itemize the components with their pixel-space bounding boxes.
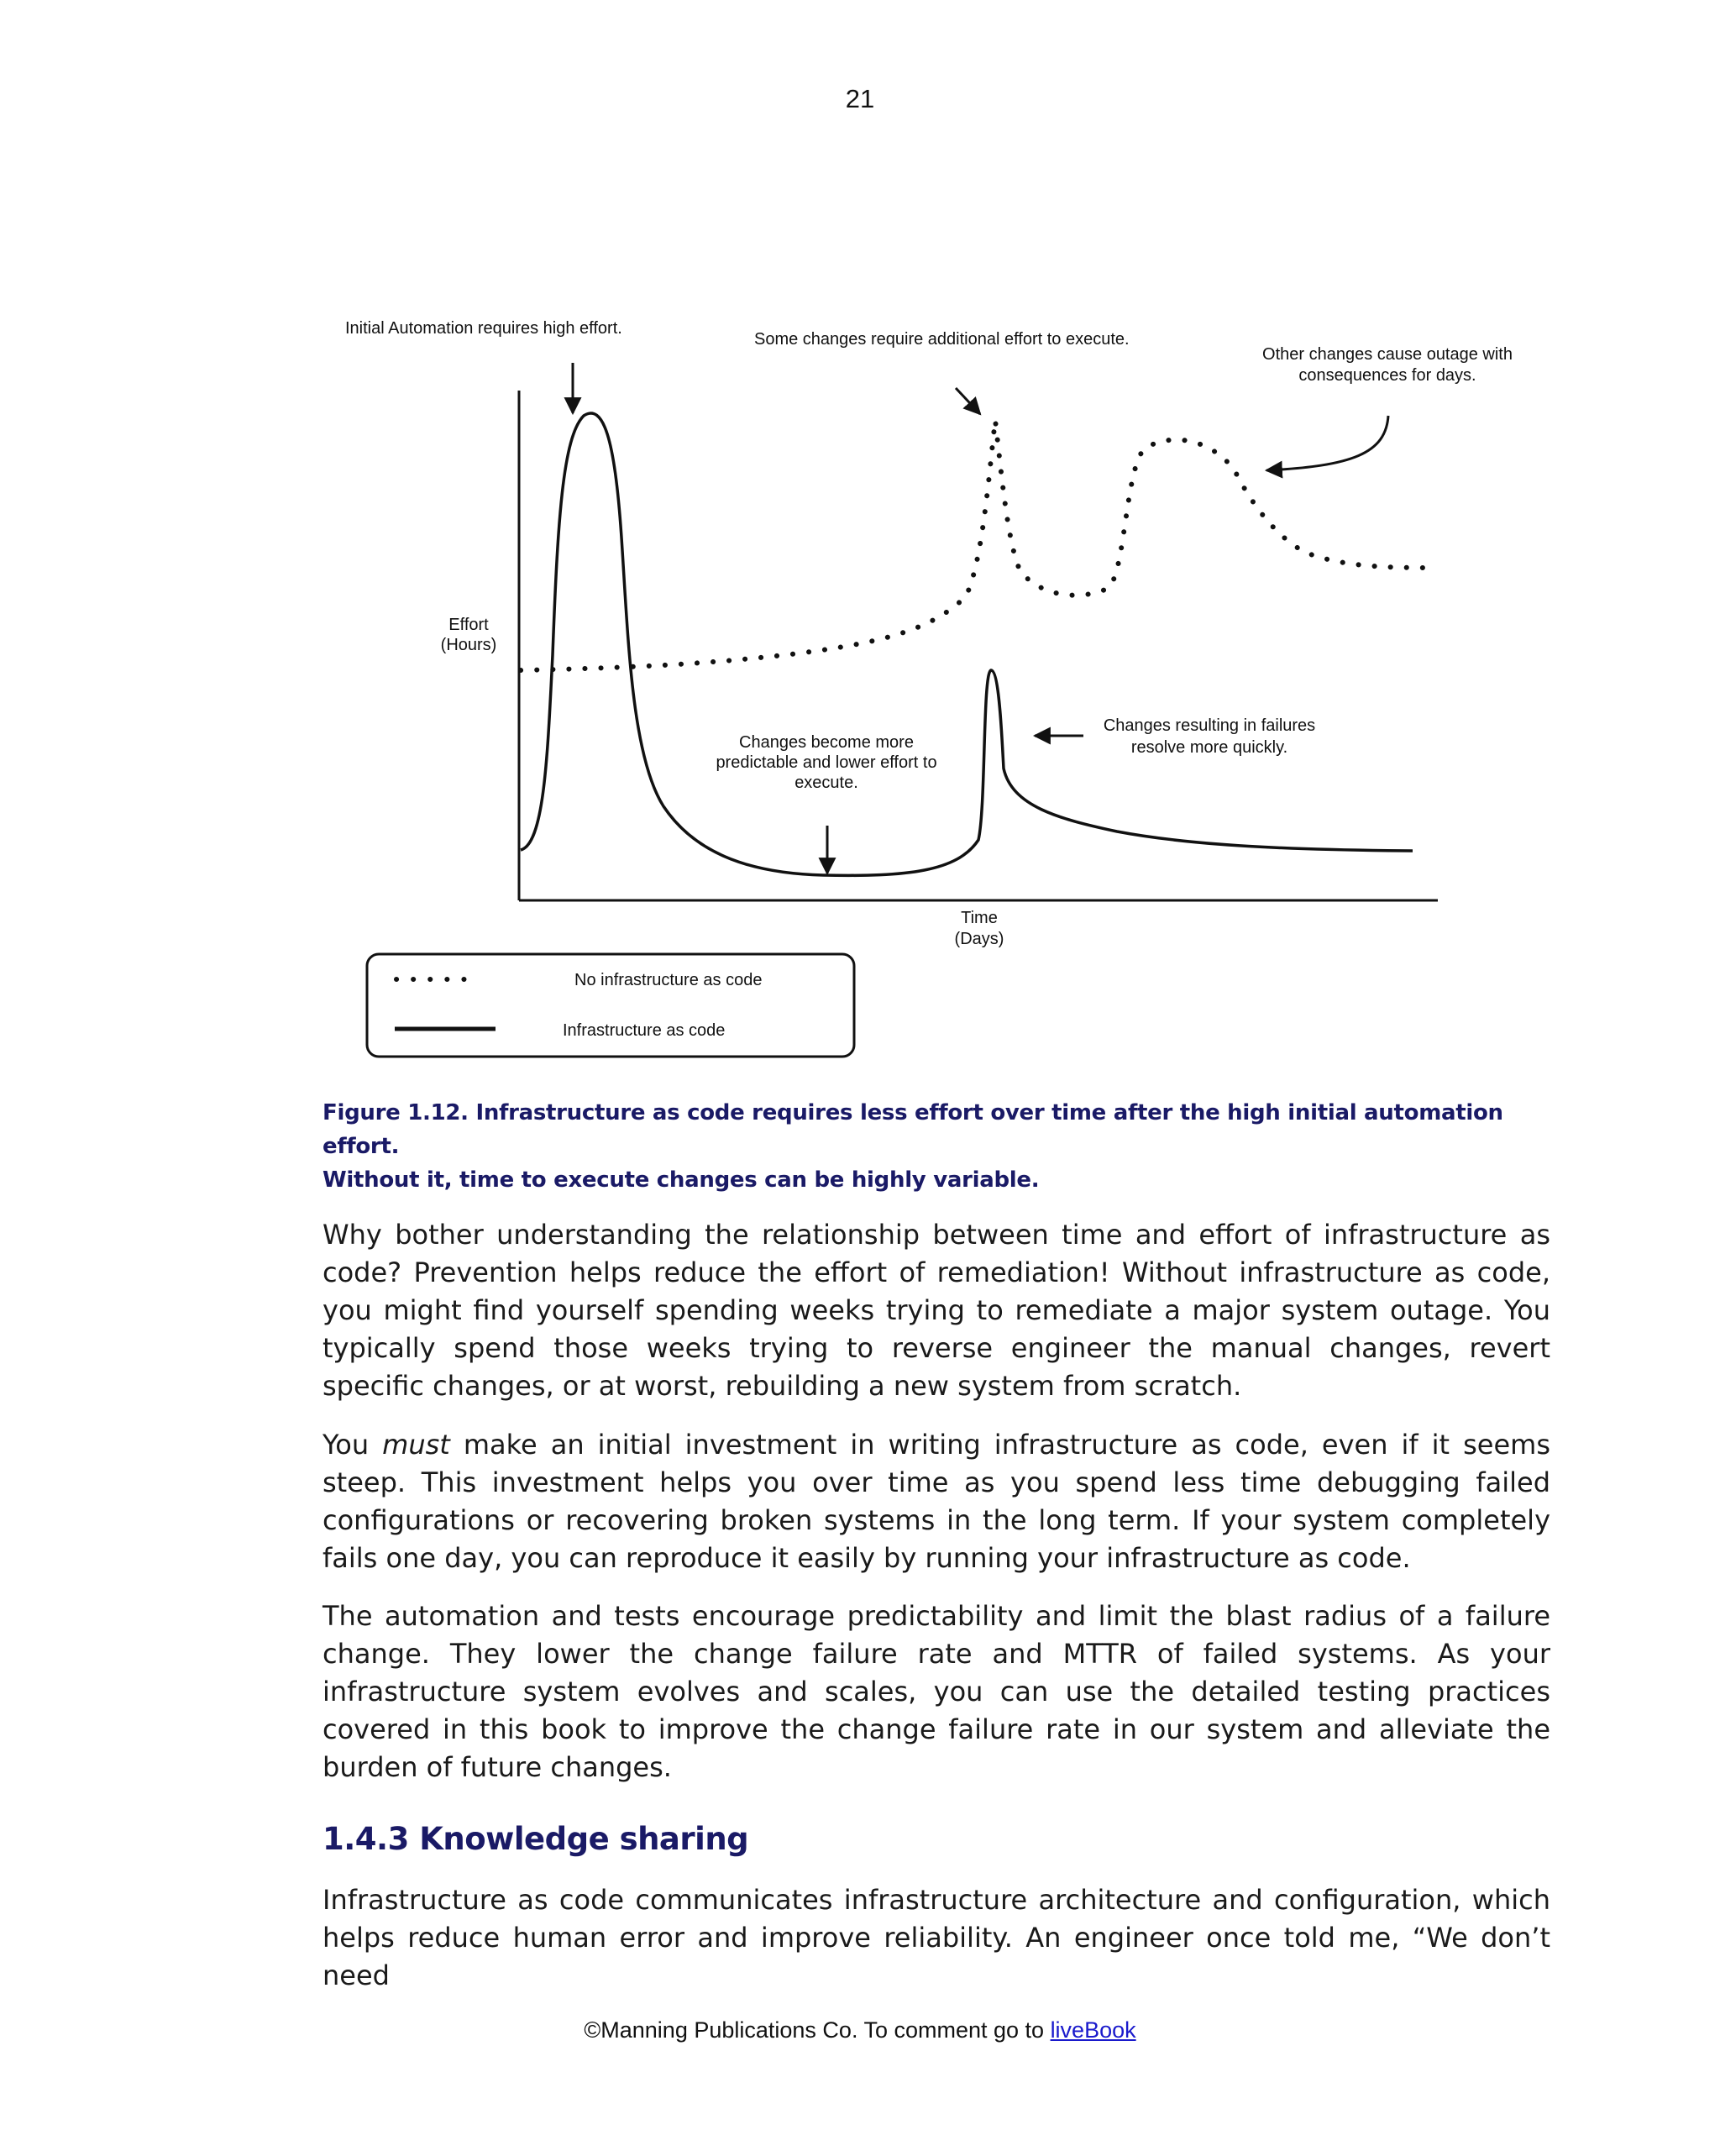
livebook-link[interactable]: liveBook xyxy=(1050,2017,1136,2043)
annotation-predictable-2: predictable and lower effort to xyxy=(716,753,937,772)
arrow-some-changes xyxy=(956,388,980,414)
paragraph-1: Why bother understanding the relationship between time and effort of infrastructure as code? Prevention helps reduce the effort of remediation! Without infrastructure as code, you might find yourself spending weeks trying to remediate a major system outage. You typically spend those weeks trying to reverse engineer the manual changes, revert specific changes, or at worst, rebuilding a new system from scratch. xyxy=(322,1219,1550,1402)
footer xyxy=(0,2017,1720,2043)
paragraph-3: The automation and tests encourage predictability and limit the blast radius of a failure change. They lower the change failure rate and MTTR of failed systems. As your infrastructure system evolves and scales, you can use the detailed testing practices covered in this book to improve the change failure rate in our system and alleviate the burden of future changes. xyxy=(322,1600,1550,1783)
figure-caption xyxy=(322,1096,1549,1197)
annotation-predictable-1: Changes become more xyxy=(739,733,914,752)
legend-box xyxy=(367,954,854,1057)
annotation-failures-1: Changes resulting in failures xyxy=(1103,716,1316,735)
paragraph-4: Infrastructure as code communicates infrastructure architecture and configuration, which helps reduce human error and improve reliability. An engineer once told me, “We don’t need xyxy=(322,1884,1550,1991)
caption-line-2: Without it, time to execute changes can be highly variable. xyxy=(322,1167,1040,1193)
paragraph-2 xyxy=(322,1426,1550,1577)
annotation-failures-2: resolve more quickly. xyxy=(1130,738,1288,757)
annotation-other-changes-1: Other changes cause outage with xyxy=(1262,345,1513,364)
caption-line-1: Figure 1.12. Infrastructure as code requires less effort over time after the high initial automation effort. xyxy=(322,1100,1503,1159)
paragraph-2-start: You xyxy=(322,1429,383,1461)
paragraph-2-rest: make an initial investment in writing infrastructure as code, even if it seems steep. This investment helps you over time as you spend less time debugging failed configurations or recovering broken systems in the long term. If your system completely fails one day, you can reproduce it easily by running your infrastructure as code. xyxy=(322,1429,1551,1574)
legend xyxy=(367,954,854,1057)
y-axis-label-1: Effort xyxy=(448,616,489,634)
annotation-other-changes-2: consequences for days. xyxy=(1298,366,1476,385)
annotation-predictable-3: execute. xyxy=(794,774,858,792)
paragraph-2-emphasis: must xyxy=(382,1429,450,1461)
x-axis-label-2: (Days) xyxy=(954,930,1004,948)
iac-solid-curve xyxy=(521,413,1413,875)
page-number: 21 xyxy=(845,84,875,113)
no-iac-dotted-curve xyxy=(521,420,1438,670)
arrow-other-changes xyxy=(1266,416,1388,470)
legend-solid-label: Infrastructure as code xyxy=(563,1021,726,1040)
legend-dotted-label: No infrastructure as code xyxy=(574,971,763,989)
footer-text: ©Manning Publications Co. To comment go to xyxy=(584,2017,1051,2043)
x-axis-label-1: Time xyxy=(961,909,998,927)
annotation-initial-automation: Initial Automation requires high effort. xyxy=(345,319,622,338)
annotation-some-changes: Some changes require additional effort to execute. xyxy=(754,330,1130,349)
y-axis-label-2: (Hours) xyxy=(440,636,497,654)
section-heading: 1.4.3 Knowledge sharing xyxy=(322,1821,749,1857)
